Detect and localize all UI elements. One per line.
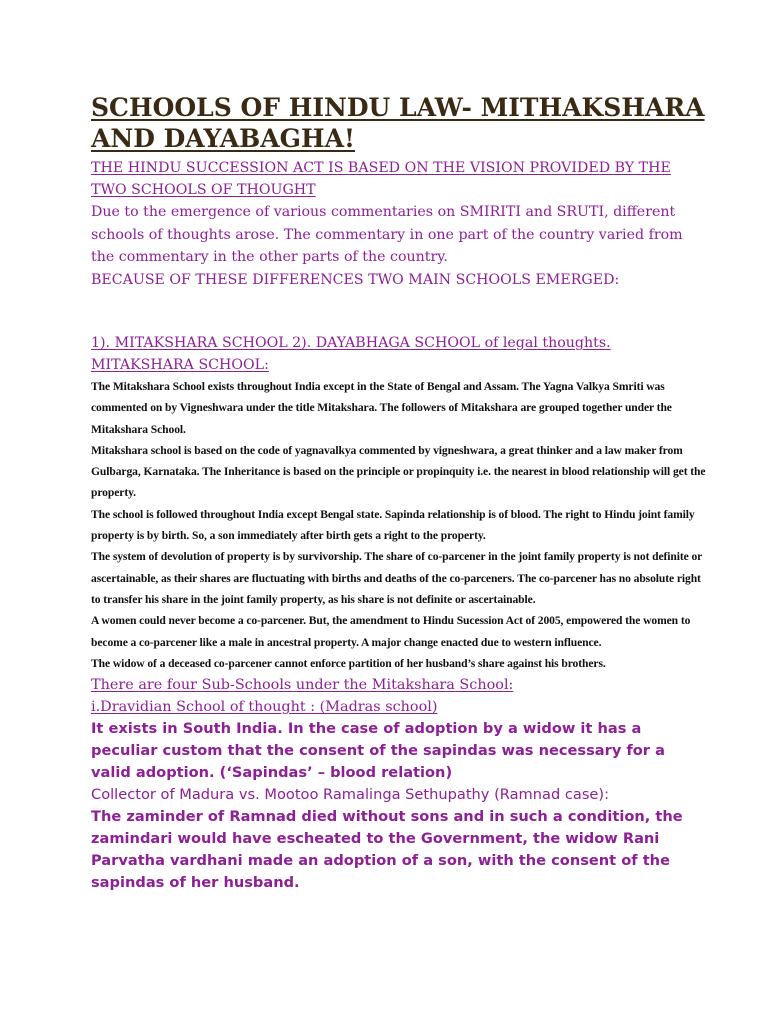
body-paragraph: A women could never become a co-parcener. But, the amendment to Hindu Sucession Act of 2005, empowered the women to become a co-parcener like a male in ancestral property. A major change enacted due to western influence. [91, 614, 691, 649]
case-title: Collector of Madura vs. Mootoo Ramalinga Sethupathy (Ramnad case): [91, 786, 610, 804]
schools-heading: 1). MITAKSHARA SCHOOL 2). DAYABHAGA SCHOOL of legal thoughts. [91, 335, 611, 351]
body-paragraph: The Mitakshara School exists throughout India except in the State of Bengal and Assam. The Yagna Valkya Smriti was commented on by Vigneshwara under the title Mitakshara. The followers of Mitakshara are grouped together under the Mitakshara School. [91, 380, 672, 436]
dravidian-heading: i.Dravidian School of thought : (Madras school) [91, 699, 438, 716]
intro-emphasis: BECAUSE OF THESE DIFFERENCES TWO MAIN SCHOOLS EMERGED: [91, 271, 620, 288]
body-paragraph: The school is followed throughout India except Bengal state. Sapinda relationship is of blood. The right to Hindu joint family property is by birth. So, a son immediately after birth gets a right to the property. [91, 507, 695, 543]
body-paragraph: The widow of a deceased co-parcener cannot enforce partition of her husband’s share against his brothers. [91, 656, 606, 670]
document-title: SCHOOLS OF HINDU LAW- MITHAKSHARA AND DAYABAGHA! [91, 93, 705, 153]
sub-schools-heading: There are four Sub-Schools under the Mitakshara School: [91, 677, 514, 694]
body-paragraph: Mitakshara school is based on the code of yagnavalkya commented by vigneshwara, a great thinker and a law maker from Gulbarga, Karnataka. The Inheritance is based on the principle or propinquity i.e. the nearest in blood relationship will get the property. [91, 443, 706, 500]
body-paragraph: The system of devolution of property is by survivorship. The share of co-parcener in the joint family property is not definite or ascertainable, as their shares are fluctuating with births and deaths of the co-parceners. The co-parcener has no absolute right to transfer his share in the joint family property, as his share is not definite or ascertainable. [91, 550, 703, 606]
case-paragraph: The zaminder of Ramnad died without sons and in such a condition, the zamindari would have escheated to the Government, the widow Rani Parvatha vardhani made an adoption of a son, with the consent of the sapindas of her husband. [91, 808, 683, 892]
dravidian-paragraph: It exists in South India. In the case of adoption by a widow it has a peculiar custom that the consent of the sapindas was necessary for a valid adoption. (‘Sapindas’ – blood relation) [91, 720, 665, 782]
intro-paragraph: Due to the emergence of various commentaries on SMIRITI and SRUTI, different schools of thoughts arose. The commentary in one part of the country varied from the commentary in the other parts of the country. [91, 204, 683, 265]
mitakshara-heading: MITAKSHARA SCHOOL: [91, 357, 269, 373]
document-subtitle: THE HINDU SUCCESSION ACT IS BASED ON THE VISION PROVIDED BY THE TWO SCHOOLS OF THOUGHT [91, 160, 671, 198]
section-spacer [91, 291, 708, 332]
